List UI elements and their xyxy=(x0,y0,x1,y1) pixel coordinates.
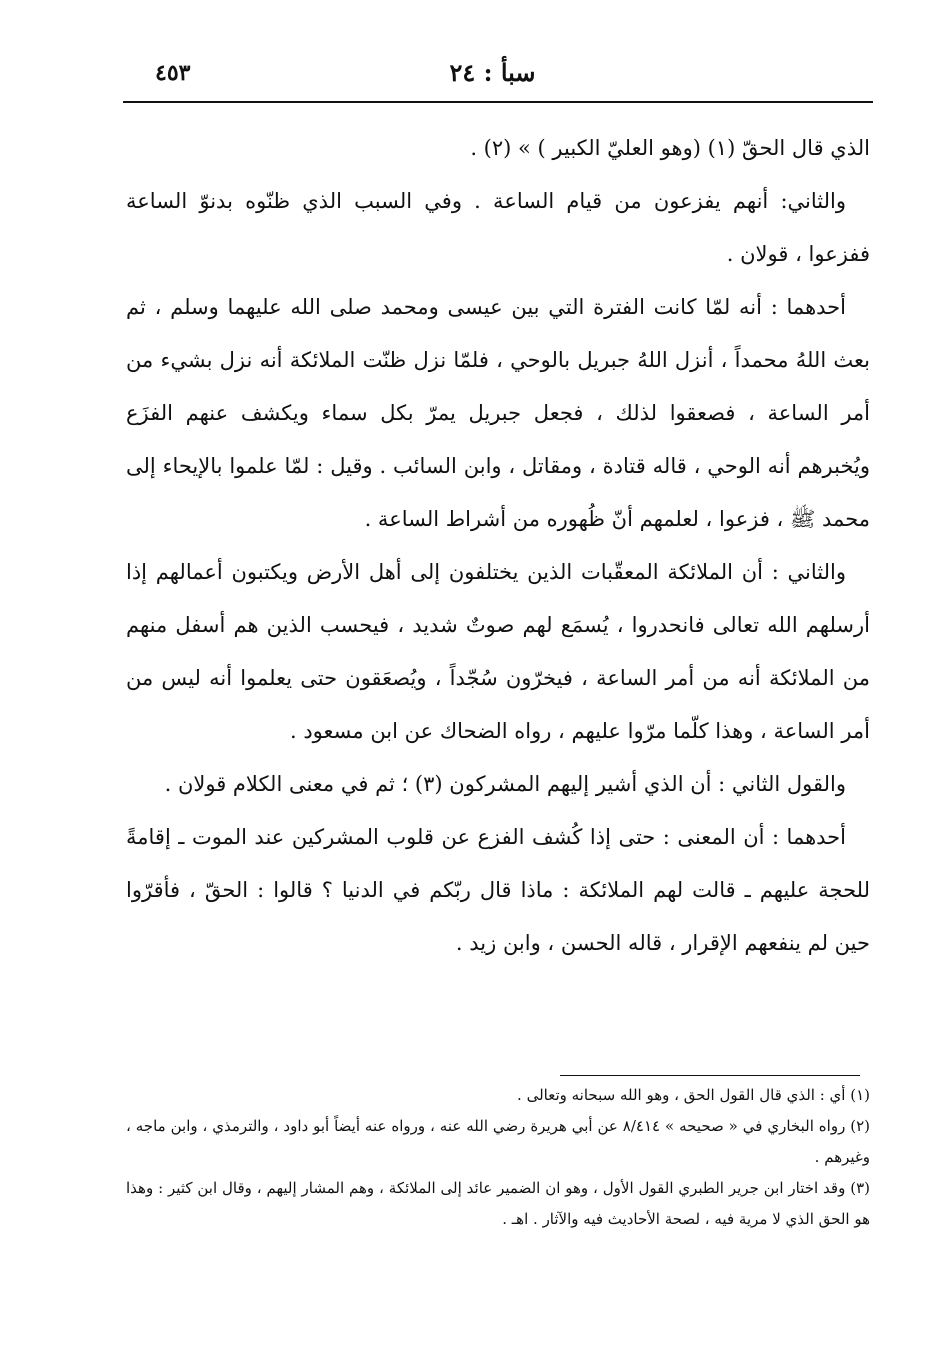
paragraph: الذي قال الحقّ (١) (وهو العليّ الكبير ) » (٢) . xyxy=(470,136,870,160)
header-rule xyxy=(123,101,873,103)
page-header xyxy=(125,58,860,98)
footnote: (٢) رواه البخاري في « صحيحه » ٨/٤١٤ عن أبي هريرة رضي الله عنه ، ورواه عنه أيضاً أبو داود ، والترمذي ، وابن ماجه ، وغيرهم . xyxy=(126,1117,871,1166)
footnote: (٣) وقد اختار ابن جرير الطبري القول الأول ، وهو ان الضمير عائد إلى الملائكة ، وهم المشار إليهم ، وقال ابن كثير : وهذا هو الحق الذي لا مرية فيه ، لصحة الأحاديث فيه والآثار . اهـ . xyxy=(126,1179,870,1228)
footnotes xyxy=(126,1080,870,1235)
paragraph: والثاني: أنهم يفزعون من قيام الساعة . وفي السبب الذي ظنّوه بدنوّ الساعة ففزعوا ، قولان . xyxy=(126,189,870,266)
paragraph: أحدهما : أنه لمّا كانت الفترة التي بين عيسى ومحمد صلى الله عليهما وسلم ، ثم بعث اللهُ محمداً ، أنزل اللهُ جبريل بالوحي ، فلمّا نزل ظنّت الملائكة أنه نزل بشيء من أمر الساعة ، فصعقوا لذلك ، فجعل جبريل يمرّ بكل سماء ويكشف عنهم الفزَع ويُخبرهم أنه الوحي ، قاله قتادة ، ومقاتل ، وابن السائب . وقيل : لمّا علموا بالإيحاء إلى محمد ﷺ ، فزعوا ، لعلمهم أنّ ظُهوره من أشراط الساعة . xyxy=(126,295,870,531)
footnote-rule xyxy=(560,1075,860,1076)
page-number: ٤٥٣ xyxy=(155,60,191,86)
paragraph: والثاني : أن الملائكة المعقّبات الذين يختلفون إلى أهل الأرض ويكتبون أعمالهم إذا أرسلهم الله تعالى فانحدروا ، يُسمَع لهم صوتٌ شديد ، فيحسب الذين هم أسفل منهم من الملائكة أنه من أمر الساعة ، فيخرّون سُجّداً ، ويُصعَقون حتى يعلموا أنه ليس من أمر الساعة ، وهذا كلّما مرّوا عليهم ، رواه الضحاك عن ابن مسعود . xyxy=(126,560,870,743)
paragraph: أحدهما : أن المعنى : حتى إذا كُشف الفزع عن قلوب المشركين عند الموت ـ إقامةً للحجة عليهم ـ قالت لهم الملائكة : ماذا قال ربّكم في الدنيا ؟ قالوا : الحقّ ، فأقرّوا حين لم ينفعهم الإقرار ، قاله الحسن ، وابن زيد . xyxy=(126,825,870,955)
paragraph: والقول الثاني : أن الذي أشير إليهم المشركون (٣) ؛ ثم في معنى الكلام قولان . xyxy=(164,772,846,796)
main-text xyxy=(126,122,870,970)
running-title: سبأ : ٢٤ xyxy=(449,58,536,87)
footnote: (١) أي : الذي قال القول الحق ، وهو الله سبحانه وتعالى . xyxy=(517,1086,870,1104)
